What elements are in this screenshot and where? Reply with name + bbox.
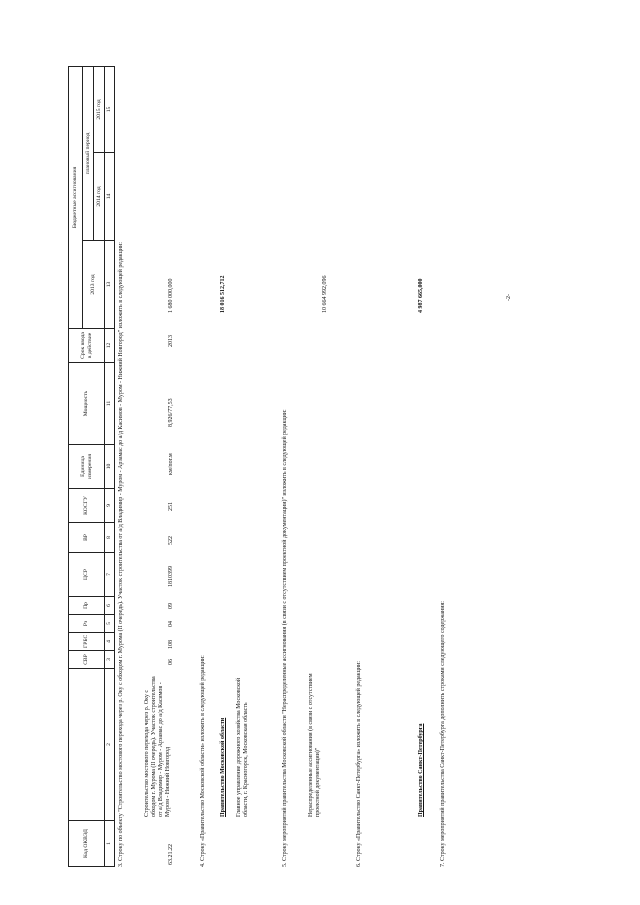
col-pr-header: Пр	[69, 597, 105, 615]
row-power: 8,926/77,53	[168, 398, 174, 427]
row-kosgu: 251	[168, 502, 174, 511]
col-kod-header: Код ОКВЭД	[69, 821, 105, 867]
col-num: 14	[105, 153, 115, 241]
item-4-title: Правительство Московской области	[220, 717, 226, 817]
row-name: Строительство мостового перехода через р. Оку с обходом г. Мурома (II очередь). Участок строительства от а/д Владимир - Муром - Арзамас до а/д Касимов - Муром - Нижний Новгород	[144, 676, 171, 817]
item-5-amount: 10 664 992,096	[322, 275, 328, 313]
row-svr: 06	[168, 659, 174, 665]
row-term: 2013	[168, 335, 174, 347]
row-rz: 04	[168, 621, 174, 627]
col-unit-header: Единица измерения	[69, 445, 105, 489]
col-num: 11	[105, 363, 115, 445]
item-4-amount: 18 016 512,712	[220, 275, 226, 313]
col-csr-header: ЦСР	[69, 553, 105, 597]
row-pr: 09	[168, 603, 174, 609]
row-grbs: 108	[168, 640, 174, 649]
col-name-header	[69, 669, 105, 821]
row-vr: 522	[168, 536, 174, 545]
col-num: 9	[105, 489, 115, 523]
col-vr-header: ВР	[69, 523, 105, 553]
item-3-text: 3. Строку по объекту "Строительство мостового перехода через р. Оку с обходом г. Мурома (II очередь). Участок строительства от а/д Владимир - Муром - Арзамас до а/д Касимов - Муром - Нижний Новгород" изложить в следующей редакции:	[118, 242, 124, 867]
budget-header-table	[68, 66, 115, 867]
col-num: 13	[105, 241, 115, 329]
col-rz-header: Рз	[69, 615, 105, 633]
col-num: 12	[105, 329, 115, 363]
rotated-content	[60, 15, 580, 875]
item-6-amount: 4 987 665,000	[418, 278, 424, 313]
col-2015-header: 2015 год	[94, 66, 105, 152]
col-num: 1	[105, 821, 115, 867]
col-num: 4	[105, 633, 115, 651]
item-4-sub: Главное управление дорожного хозяйства Московской области, г. Красногорск, Московская область	[236, 677, 249, 817]
col-term-header: Срок ввода в действие	[69, 329, 105, 363]
row-unit: км/пог.м	[168, 453, 174, 475]
col-num: 15	[105, 66, 115, 152]
col-budget-header: Бюджетные ассигнования	[69, 66, 83, 328]
col-svr-header: СВР	[69, 651, 105, 669]
row-kod: 63.21.22	[168, 844, 174, 865]
page-number: -2-	[506, 294, 512, 301]
item-5-text: 5. Строку мероприятий правительства Московской области "Нераспределенные ассигнования (в связи с отсутствием проектной документации)" изложить в следующей редакции:	[282, 409, 288, 867]
col-num: 5	[105, 615, 115, 633]
col-power-header: Мощность	[69, 363, 105, 445]
col-num: 3	[105, 651, 115, 669]
item-6-text: 6. Строку «Правительство Санкт-Петербурга» изложить в следующей редакции:	[356, 661, 362, 867]
col-2013-header: 2013 год	[83, 241, 105, 329]
col-num: 8	[105, 523, 115, 553]
row-csr: 1810399	[168, 566, 174, 587]
col-num: 7	[105, 553, 115, 597]
col-2014-header: 2014 год	[94, 153, 105, 241]
col-num: 6	[105, 597, 115, 615]
col-plan-header: плановый период	[83, 66, 94, 240]
column-number-row	[105, 66, 115, 866]
col-grbs-header: ГРБС	[69, 633, 105, 651]
col-num: 10	[105, 445, 115, 489]
row-2013: 1 680 000,000	[168, 278, 174, 313]
col-num: 2	[105, 669, 115, 821]
col-kosgu-header: КОСГУ	[69, 489, 105, 523]
item-7-text: 7. Строку мероприятий правительства Санкт-Петербурга дополнить строками следующего содержания:	[440, 601, 446, 867]
item-5-sub: Нераспределенные ассигнования (в связи с отсутствием проектной документации)"	[308, 673, 321, 817]
item-6-title: Правительство Санкт-Петербурга	[418, 723, 424, 817]
item-4-text: 4. Строку «Правительство Московской области» изложить в следующей редакции:	[200, 655, 206, 867]
